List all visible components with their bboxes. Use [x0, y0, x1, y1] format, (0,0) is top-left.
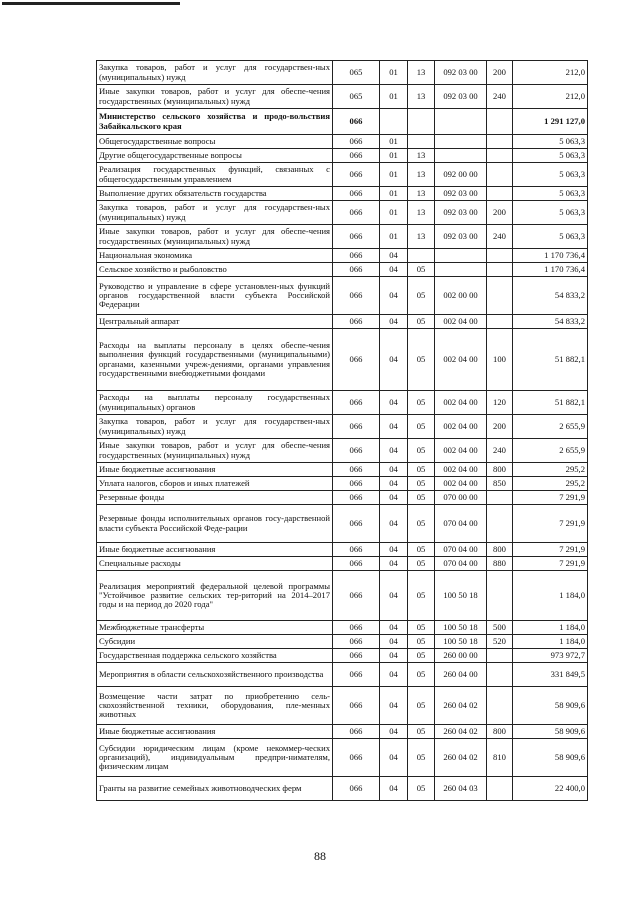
target-article-code: 260 04 02 [435, 725, 487, 739]
target-article-code: 092 03 00 [435, 61, 487, 85]
table-row [97, 463, 588, 477]
subsection-code: 05 [408, 739, 435, 777]
table-row [97, 201, 588, 225]
page-number: 88 [314, 849, 326, 863]
amount: 54 833,2 [513, 315, 588, 329]
amount: 58 909,6 [513, 725, 588, 739]
subsection-code: 05 [408, 415, 435, 439]
section-code: 04 [380, 557, 408, 571]
amount: 58 909,6 [513, 739, 588, 777]
ministry-code: 066 [333, 463, 380, 477]
row-name: Иные бюджетные ассигнования [97, 543, 333, 557]
section-code: 04 [380, 439, 408, 463]
subsection-code: 05 [408, 635, 435, 649]
ministry-code: 066 [333, 225, 380, 249]
expense-type-code: 850 [487, 477, 513, 491]
subsection-code: 05 [408, 391, 435, 415]
subsection-code: 05 [408, 329, 435, 391]
table-row [97, 225, 588, 249]
subsection-code: 05 [408, 491, 435, 505]
row-name: Расходы на выплаты персоналу государственных (муниципальных) органов [97, 391, 333, 415]
target-article-code: 100 50 18 [435, 621, 487, 635]
amount: 1 184,0 [513, 621, 588, 635]
section-code: 04 [380, 663, 408, 687]
ministry-code: 066 [333, 557, 380, 571]
subsection-code: 05 [408, 687, 435, 725]
amount: 7 291,9 [513, 505, 588, 543]
row-name: Национальная экономика [97, 249, 333, 263]
row-name: Резервные фонды [97, 491, 333, 505]
target-article-code: 260 04 02 [435, 687, 487, 725]
expense-type-code: 810 [487, 739, 513, 777]
amount: 51 882,1 [513, 329, 588, 391]
expense-type-code: 200 [487, 415, 513, 439]
ministry-code: 066 [333, 543, 380, 557]
expense-type-code [487, 491, 513, 505]
target-article-code: 002 04 00 [435, 477, 487, 491]
amount: 5 063,3 [513, 163, 588, 187]
ministry-code: 066 [333, 663, 380, 687]
expense-type-code [487, 315, 513, 329]
expense-type-code: 200 [487, 61, 513, 85]
amount: 1 184,0 [513, 571, 588, 621]
expense-type-code: 240 [487, 85, 513, 109]
expense-type-code: 120 [487, 391, 513, 415]
expense-type-code [487, 149, 513, 163]
table-row [97, 739, 588, 777]
table-row [97, 649, 588, 663]
row-name: Иные закупки товаров, работ и услуг для обеспе-чения государственных (муниципальных) нужд [97, 439, 333, 463]
table-row [97, 621, 588, 635]
table-row [97, 477, 588, 491]
ministry-code: 066 [333, 491, 380, 505]
section-code: 01 [380, 187, 408, 201]
target-article-code: 002 04 00 [435, 391, 487, 415]
target-article-code [435, 109, 487, 135]
section-code: 04 [380, 463, 408, 477]
amount: 7 291,9 [513, 543, 588, 557]
expense-type-code [487, 163, 513, 187]
ministry-code: 066 [333, 249, 380, 263]
ministry-code: 066 [333, 315, 380, 329]
section-code: 04 [380, 415, 408, 439]
row-name: Резервные фонды исполнительных органов госу-дарственной власти субъекта Российской Феде-рации [97, 505, 333, 543]
amount: 5 063,3 [513, 149, 588, 163]
ministry-code: 066 [333, 277, 380, 315]
row-name: Иные бюджетные ассигнования [97, 463, 333, 477]
amount: 295,2 [513, 477, 588, 491]
table-row [97, 687, 588, 725]
section-code: 01 [380, 201, 408, 225]
section-code: 04 [380, 277, 408, 315]
expense-type-code: 800 [487, 543, 513, 557]
target-article-code: 260 00 00 [435, 649, 487, 663]
target-article-code: 260 04 02 [435, 739, 487, 777]
target-article-code: 100 50 18 [435, 571, 487, 621]
amount: 5 063,3 [513, 135, 588, 149]
section-code: 04 [380, 505, 408, 543]
table-row [97, 491, 588, 505]
table-row [97, 277, 588, 315]
table-row [97, 725, 588, 739]
ministry-code: 066 [333, 739, 380, 777]
amount: 295,2 [513, 463, 588, 477]
section-code: 04 [380, 477, 408, 491]
amount: 973 972,7 [513, 649, 588, 663]
table-row [97, 61, 588, 85]
subsection-code: 05 [408, 463, 435, 477]
scan-edge-line [2, 2, 180, 5]
expense-type-code [487, 571, 513, 621]
section-code: 01 [380, 85, 408, 109]
row-name: Иные закупки товаров, работ и услуг для обеспе-чения государственных (муниципальных) нужд [97, 85, 333, 109]
subsection-code: 05 [408, 621, 435, 635]
ministry-code: 066 [333, 725, 380, 739]
expense-type-code [487, 249, 513, 263]
section-code: 04 [380, 739, 408, 777]
expense-type-code [487, 277, 513, 315]
subsection-code: 05 [408, 505, 435, 543]
section-code: 04 [380, 621, 408, 635]
subsection-code [408, 109, 435, 135]
section-code: 04 [380, 571, 408, 621]
expense-type-code [487, 109, 513, 135]
amount: 22 400,0 [513, 777, 588, 801]
amount: 212,0 [513, 85, 588, 109]
section-code: 01 [380, 163, 408, 187]
row-name: Реализация мероприятий федеральной целевой программы "Устойчивое развитие сельских тер-риторий на 2014–2017 годы и на период до 2020 года" [97, 571, 333, 621]
subsection-code: 13 [408, 85, 435, 109]
row-name: Субсидии [97, 635, 333, 649]
expense-type-code: 520 [487, 635, 513, 649]
table-row [97, 543, 588, 557]
ministry-code: 066 [333, 187, 380, 201]
subsection-code: 13 [408, 187, 435, 201]
expense-type-code: 800 [487, 725, 513, 739]
table-row [97, 391, 588, 415]
amount: 7 291,9 [513, 491, 588, 505]
amount: 1 170 736,4 [513, 263, 588, 277]
row-name: Сельское хозяйство и рыболовство [97, 263, 333, 277]
table-row [97, 135, 588, 149]
ministry-code: 066 [333, 201, 380, 225]
target-article-code: 260 04 00 [435, 663, 487, 687]
subsection-code [408, 249, 435, 263]
expense-type-code: 800 [487, 463, 513, 477]
amount: 1 184,0 [513, 635, 588, 649]
target-article-code: 002 04 00 [435, 415, 487, 439]
amount: 212,0 [513, 61, 588, 85]
subsection-code: 05 [408, 649, 435, 663]
target-article-code: 092 03 00 [435, 85, 487, 109]
amount: 7 291,9 [513, 557, 588, 571]
ministry-code: 066 [333, 149, 380, 163]
row-name: Возмещение части затрат по приобретению сель-скохозяйственной техники, оборудования, пле-менных животных [97, 687, 333, 725]
target-article-code: 070 04 00 [435, 543, 487, 557]
section-code: 04 [380, 329, 408, 391]
subsection-code: 05 [408, 263, 435, 277]
row-name: Иные закупки товаров, работ и услуг для обеспе-чения государственных (муниципальных) нужд [97, 225, 333, 249]
subsection-code: 13 [408, 149, 435, 163]
target-article-code: 002 04 00 [435, 463, 487, 477]
subsection-code: 05 [408, 663, 435, 687]
ministry-code: 066 [333, 621, 380, 635]
subsection-code: 05 [408, 439, 435, 463]
ministry-code: 066 [333, 163, 380, 187]
table-row [97, 263, 588, 277]
target-article-code: 070 04 00 [435, 557, 487, 571]
target-article-code: 070 00 00 [435, 491, 487, 505]
expense-type-code [487, 505, 513, 543]
section-code: 04 [380, 263, 408, 277]
expense-type-code: 200 [487, 201, 513, 225]
row-name: Мероприятия в области сельскохозяйственного производства [97, 663, 333, 687]
ministry-code: 066 [333, 477, 380, 491]
expense-type-code [487, 663, 513, 687]
target-article-code [435, 249, 487, 263]
table-row [97, 777, 588, 801]
subsection-code: 13 [408, 201, 435, 225]
table-row [97, 415, 588, 439]
section-code: 01 [380, 135, 408, 149]
table-row [97, 315, 588, 329]
target-article-code: 070 04 00 [435, 505, 487, 543]
section-code: 04 [380, 635, 408, 649]
section-code: 04 [380, 543, 408, 557]
row-name: Общегосударственные вопросы [97, 135, 333, 149]
target-article-code: 092 03 00 [435, 201, 487, 225]
subsection-code: 05 [408, 725, 435, 739]
row-name: Центральный аппарат [97, 315, 333, 329]
ministry-code: 066 [333, 415, 380, 439]
subsection-code: 05 [408, 777, 435, 801]
section-code: 01 [380, 225, 408, 249]
section-code: 04 [380, 315, 408, 329]
subsection-code: 05 [408, 315, 435, 329]
section-code: 04 [380, 777, 408, 801]
amount: 1 170 736,4 [513, 249, 588, 263]
subsection-code: 05 [408, 477, 435, 491]
table-row [97, 663, 588, 687]
expense-type-code: 240 [487, 225, 513, 249]
table-row [97, 149, 588, 163]
amount: 5 063,3 [513, 225, 588, 249]
ministry-code: 065 [333, 85, 380, 109]
expense-type-code [487, 135, 513, 149]
amount: 2 655,9 [513, 439, 588, 463]
budget-table [96, 60, 588, 801]
section-code: 04 [380, 687, 408, 725]
expense-type-code: 100 [487, 329, 513, 391]
target-article-code [435, 149, 487, 163]
ministry-code: 066 [333, 687, 380, 725]
expense-type-code [487, 187, 513, 201]
section-code: 01 [380, 149, 408, 163]
row-name: Закупка товаров, работ и услуг для государствен-ных (муниципальных) нужд [97, 415, 333, 439]
row-name: Субсидии юридическим лицам (кроме некоммер-ческих организаций), индивидуальным предпри-нимателям, физическим лицам [97, 739, 333, 777]
expense-type-code: 500 [487, 621, 513, 635]
ministry-code: 066 [333, 777, 380, 801]
table-row [97, 163, 588, 187]
table-row [97, 85, 588, 109]
target-article-code: 002 04 00 [435, 329, 487, 391]
budget-table-body [97, 61, 588, 801]
target-article-code: 092 03 00 [435, 187, 487, 201]
table-row [97, 557, 588, 571]
table-row [97, 109, 588, 135]
target-article-code: 100 50 18 [435, 635, 487, 649]
table-row [97, 249, 588, 263]
ministry-code: 066 [333, 439, 380, 463]
subsection-code: 05 [408, 571, 435, 621]
subsection-code: 13 [408, 61, 435, 85]
target-article-code [435, 135, 487, 149]
target-article-code: 260 04 03 [435, 777, 487, 801]
section-code: 04 [380, 491, 408, 505]
row-name: Выполнение других обязательств государства [97, 187, 333, 201]
amount: 54 833,2 [513, 277, 588, 315]
ministry-code: 065 [333, 61, 380, 85]
target-article-code: 002 04 00 [435, 439, 487, 463]
expense-type-code [487, 263, 513, 277]
amount: 51 882,1 [513, 391, 588, 415]
row-name: Руководство и управление в сфере установлен-ных функций органов государственной власти субъекта Российской Федерации [97, 277, 333, 315]
subsection-code: 05 [408, 543, 435, 557]
subsection-code: 13 [408, 225, 435, 249]
amount: 2 655,9 [513, 415, 588, 439]
expense-type-code [487, 649, 513, 663]
row-name: Другие общегосударственные вопросы [97, 149, 333, 163]
subsection-code: 05 [408, 557, 435, 571]
ministry-code: 066 [333, 329, 380, 391]
expense-type-code [487, 687, 513, 725]
row-name: Министерство сельского хозяйства и продо-вольствия Забайкальского края [97, 109, 333, 135]
section-code: 04 [380, 249, 408, 263]
row-name: Межбюджетные трансферты [97, 621, 333, 635]
ministry-code: 066 [333, 505, 380, 543]
subsection-code: 05 [408, 277, 435, 315]
table-row [97, 505, 588, 543]
row-name: Гранты на развитие семейных животноводческих ферм [97, 777, 333, 801]
target-article-code [435, 263, 487, 277]
ministry-code: 066 [333, 135, 380, 149]
row-name: Специальные расходы [97, 557, 333, 571]
section-code: 04 [380, 725, 408, 739]
amount: 58 909,6 [513, 687, 588, 725]
target-article-code: 002 00 00 [435, 277, 487, 315]
table-row [97, 439, 588, 463]
row-name: Закупка товаров, работ и услуг для государствен-ных (муниципальных) нужд [97, 61, 333, 85]
row-name: Уплата налогов, сборов и иных платежей [97, 477, 333, 491]
amount: 331 849,5 [513, 663, 588, 687]
expense-type-code: 880 [487, 557, 513, 571]
row-name: Закупка товаров, работ и услуг для государствен-ных (муниципальных) нужд [97, 201, 333, 225]
ministry-code: 066 [333, 109, 380, 135]
row-name: Расходы на выплаты персоналу в целях обеспе-чения выполнения функций государственными (муниципальными) органами, казенными учреж-дениями, органами управления государственными внебюджетными фондами [97, 329, 333, 391]
ministry-code: 066 [333, 635, 380, 649]
expense-type-code [487, 777, 513, 801]
row-name: Реализация государственных функций, связанных с общегосударственным управлением [97, 163, 333, 187]
amount: 5 063,3 [513, 201, 588, 225]
row-name: Иные бюджетные ассигнования [97, 725, 333, 739]
amount: 1 291 127,0 [513, 109, 588, 135]
table-row [97, 329, 588, 391]
section-code: 04 [380, 391, 408, 415]
subsection-code [408, 135, 435, 149]
ministry-code: 066 [333, 571, 380, 621]
target-article-code: 092 03 00 [435, 225, 487, 249]
section-code: 01 [380, 61, 408, 85]
expense-type-code: 240 [487, 439, 513, 463]
ministry-code: 066 [333, 263, 380, 277]
ministry-code: 066 [333, 649, 380, 663]
subsection-code: 13 [408, 163, 435, 187]
target-article-code: 092 00 00 [435, 163, 487, 187]
section-code: 04 [380, 649, 408, 663]
table-row [97, 571, 588, 621]
amount: 5 063,3 [513, 187, 588, 201]
row-name: Государственная поддержка сельского хозяйства [97, 649, 333, 663]
table-row [97, 635, 588, 649]
section-code [380, 109, 408, 135]
ministry-code: 066 [333, 391, 380, 415]
table-row [97, 187, 588, 201]
target-article-code: 002 04 00 [435, 315, 487, 329]
